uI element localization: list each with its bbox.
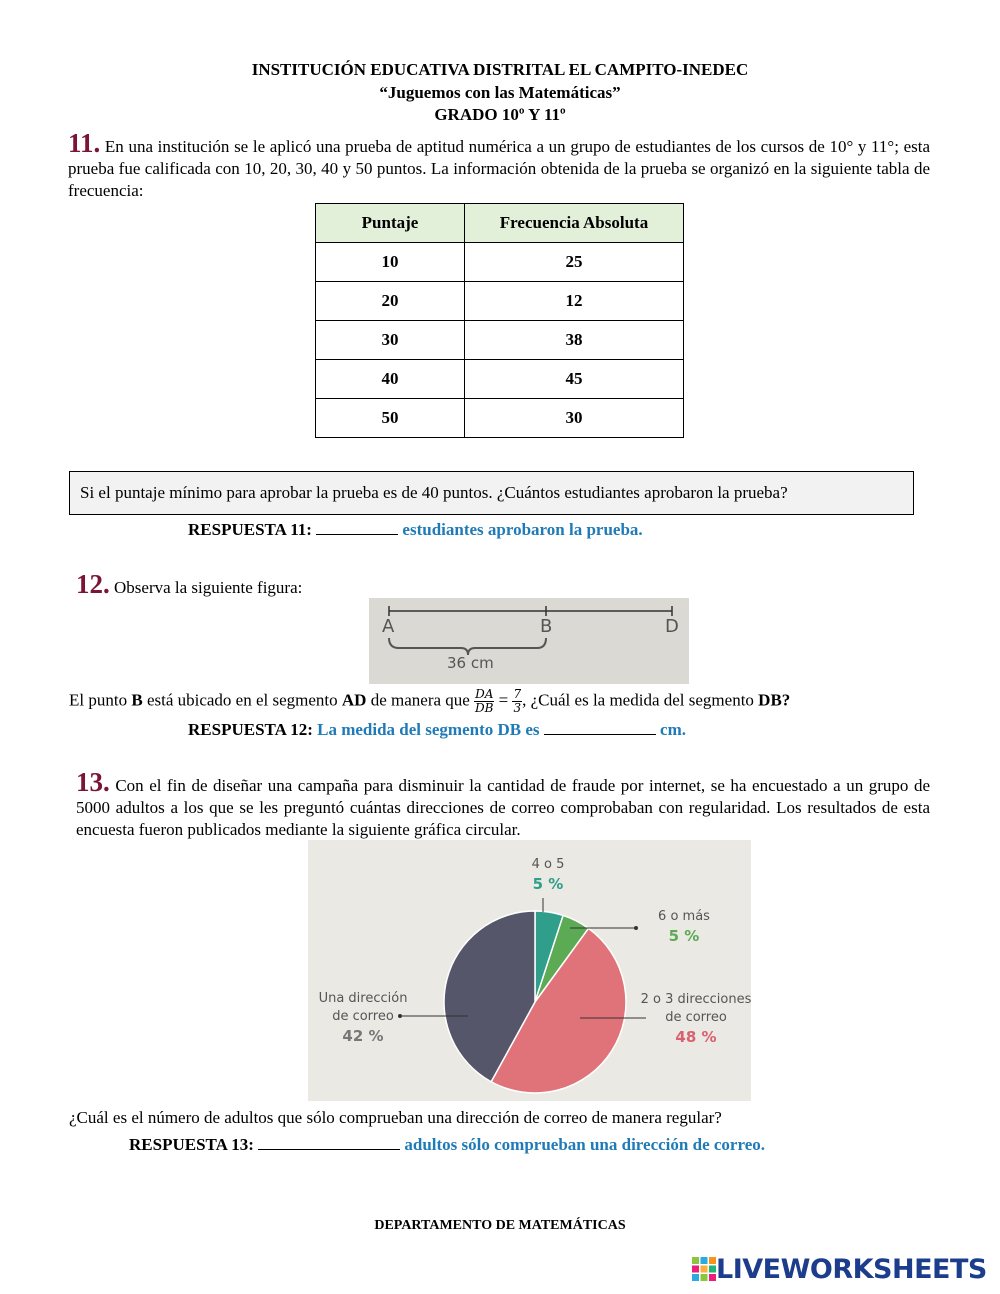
answer-11-blank[interactable] <box>316 520 398 535</box>
statement-text: El punto <box>69 690 132 710</box>
brace-ab <box>389 638 546 655</box>
point-a-label: A <box>382 616 395 637</box>
statement-text: , ¿Cuál es la medida del segmento <box>522 690 759 710</box>
fraction-da-db <box>474 688 494 715</box>
question-13-number: 13. <box>76 767 110 797</box>
answer-13-blank[interactable] <box>258 1135 400 1150</box>
pie-value-4o5: 5 % <box>532 875 564 893</box>
answer-12-text: La medida del segmento DB es <box>317 720 540 739</box>
brand-name: LIVEWORKSHEETS <box>716 1253 987 1285</box>
question-13-text: Con el fin de diseñar una campaña para disminuir la cantidad de fraude por internet, se ha encuestado a un grupo de 5000 adultos a los que se les preguntó cuántas direcciones de correo comprobaban con regularidad. Los resultados de esta encuesta fueron publicados mediante la siguiente gráfica circular. <box>76 776 931 839</box>
institution-title: INSTITUCIÓN EDUCATIVA DISTRITAL EL CAMPITO-INEDEC <box>251 60 749 79</box>
table-row <box>316 360 684 399</box>
table-row <box>316 243 684 282</box>
point-b-label: B <box>540 616 553 637</box>
segment-figure <box>369 598 689 684</box>
answer-11-suffix: estudiantes aprobaron la prueba. <box>402 520 643 539</box>
table-cell: 12 <box>465 282 684 321</box>
table-cell: 20 <box>316 282 465 321</box>
question-13 <box>76 767 931 841</box>
frequency-table <box>315 203 684 438</box>
table-cell: 50 <box>316 399 465 438</box>
answer-12-blank[interactable] <box>544 720 656 735</box>
pie-value-una: 42 % <box>342 1027 384 1045</box>
table-cell: 10 <box>316 243 465 282</box>
table-cell: 40 <box>316 360 465 399</box>
answer-12-label: RESPUESTA 12: <box>188 720 313 739</box>
pie-label-una-line2: de correo <box>332 1009 394 1024</box>
statement-point-b: B <box>131 690 143 710</box>
leader-dot-6omas <box>634 926 638 930</box>
table-cell: 45 <box>465 360 684 399</box>
pie-label-2o3-line1: 2 o 3 direcciones <box>640 992 751 1007</box>
question-12-statement <box>69 688 939 715</box>
table-header-frecuencia: Frecuencia Absoluta <box>465 204 684 243</box>
statement-text: de manera que <box>366 690 475 710</box>
fraction-7-3 <box>512 688 522 715</box>
leader-dot-una <box>398 1014 402 1018</box>
table-cell: 30 <box>465 399 684 438</box>
answer-12-suffix: cm. <box>660 720 686 739</box>
fraction-numerator: DA <box>475 687 494 701</box>
department-footer: DEPARTAMENTO DE MATEMÁTICAS <box>374 1218 626 1233</box>
question-11-text: En una institución se le aplicó una prueba de aptitud numérica a un grupo de estudiantes de los cursos de 10° y 11°; esta prueba fue calificada con 10, 20, 30, 40 y 50 puntos. La información obtenida de la prueba se organizó en la siguiente tabla de frecuencia: <box>68 137 931 200</box>
liveworksheets-logo-icon <box>692 1257 716 1281</box>
statement-text: está ubicado en el segmento <box>142 690 342 710</box>
grade-title: GRADO 10º Y 11º <box>434 105 566 124</box>
liveworksheets-brand[interactable] <box>692 1254 987 1284</box>
fraction-denominator: 3 <box>513 701 522 715</box>
table-row <box>316 321 684 360</box>
answer-11-label: RESPUESTA 11: <box>188 520 312 539</box>
answer-11-line <box>188 519 643 541</box>
table-row <box>316 282 684 321</box>
pie-label-2o3-line2: de correo <box>665 1010 727 1025</box>
question-13-prompt: ¿Cuál es el número de adultos que sólo comprueban una dirección de correo de manera regular? <box>69 1108 722 1127</box>
statement-segment-ad: AD <box>341 690 367 710</box>
equals-sign: = <box>498 690 509 710</box>
table-header-puntaje: Puntaje <box>316 204 465 243</box>
pie-label-una-line1: Una dirección <box>318 991 408 1006</box>
motto: “Juguemos con las Matemáticas” <box>379 83 621 102</box>
table-row <box>316 399 684 438</box>
question-12 <box>76 569 303 599</box>
question-12-number: 12. <box>76 569 110 599</box>
point-d-label: D <box>665 616 679 637</box>
table-header-row <box>316 204 684 243</box>
question-11-prompt-box: Si el puntaje mínimo para aprobar la prueba es de 40 puntos. ¿Cuántos estudiantes aprobaron la prueba? <box>69 471 914 515</box>
table-cell: 25 <box>465 243 684 282</box>
pie-value-6omas: 5 % <box>668 927 700 945</box>
answer-12-line <box>188 719 686 741</box>
question-11 <box>68 128 931 202</box>
pie-chart <box>308 840 751 1101</box>
answer-13-label: RESPUESTA 13: <box>129 1135 254 1154</box>
measure-label: 36 cm <box>447 654 494 672</box>
pie-label-4o5: 4 o 5 <box>531 857 565 872</box>
pie-label-6omas: 6 o más <box>658 909 710 924</box>
fraction-numerator: 7 <box>513 687 522 701</box>
statement-segment-db: DB? <box>758 690 791 710</box>
answer-13-suffix: adultos sólo comprueban una dirección de correo. <box>404 1135 765 1154</box>
table-cell: 38 <box>465 321 684 360</box>
question-12-intro: Observa la siguiente figura: <box>114 578 303 597</box>
question-11-number: 11. <box>68 128 101 158</box>
fraction-denominator: DB <box>475 701 494 715</box>
pie-value-2o3: 48 % <box>675 1028 717 1046</box>
table-cell: 30 <box>316 321 465 360</box>
answer-13-line <box>129 1134 765 1156</box>
